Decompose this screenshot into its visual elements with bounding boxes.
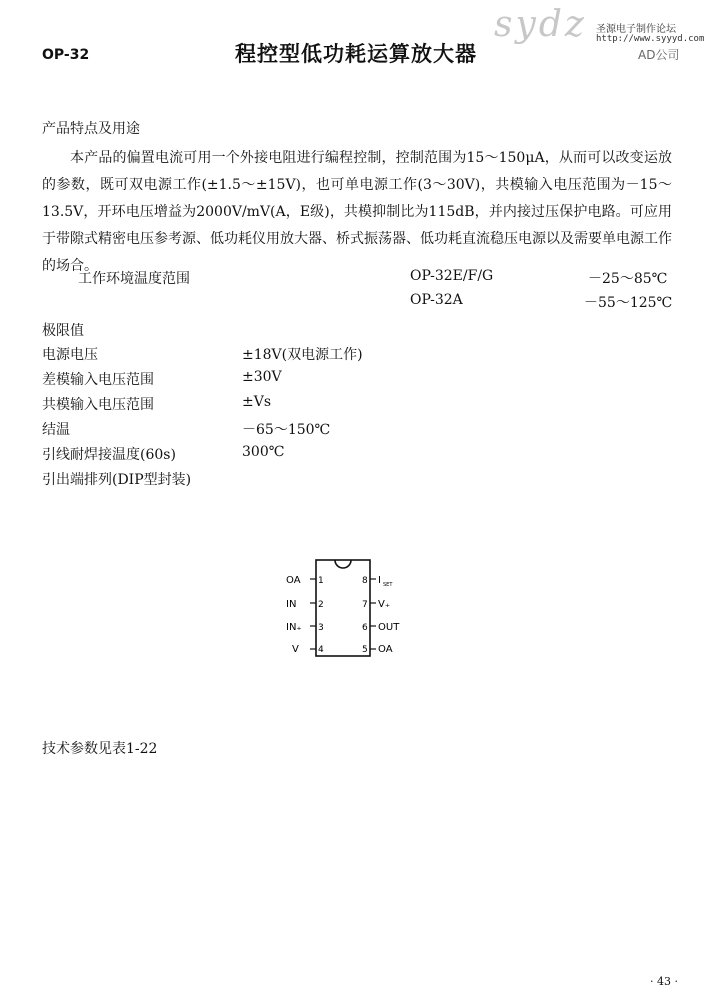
- limit-label-cm-input: 共模输入电压范围: [42, 397, 154, 413]
- temperature-range-1: －25～85℃: [588, 271, 668, 287]
- tech-params-reference: 技术参数见表1-22: [42, 741, 158, 757]
- temperature-label: 工作环境温度范围: [78, 271, 190, 287]
- watermark-company: AD公司: [638, 48, 680, 62]
- pin-num-4: 4: [318, 645, 324, 655]
- temperature-model-1: OP-32E/F/G: [410, 268, 494, 284]
- watermark-logo: sydz: [494, 4, 587, 45]
- watermark-url: http://www.syyyd.com: [596, 34, 705, 44]
- pin-name-1: OA: [286, 575, 301, 586]
- limit-label-supply: 电源电压: [42, 347, 98, 363]
- page-title: 程控型低功耗运算放大器: [235, 42, 477, 66]
- limit-value-junction: －65～150℃: [242, 422, 331, 438]
- limit-value-supply: ±18V(双电源工作): [242, 347, 363, 363]
- part-number: OP-32: [42, 47, 90, 63]
- pin-name-8-sub: SET: [383, 582, 393, 588]
- pin1-notch: [335, 560, 351, 568]
- pin-num-3: 3: [318, 623, 324, 633]
- temperature-model-2: OP-32A: [410, 292, 463, 308]
- watermark: [488, 4, 705, 62]
- pin-num-7: 7: [362, 600, 368, 610]
- pinout-heading: 引出端排列(DIP型封装): [42, 472, 192, 488]
- pin-num-1: 1: [318, 576, 324, 586]
- pin-name-7: V₊: [378, 599, 391, 610]
- limits-heading: 极限值: [42, 323, 84, 339]
- dip-pinout-diagram: [280, 552, 430, 662]
- pin-name-3: IN₊: [286, 622, 302, 633]
- page-number: · 43 ·: [650, 975, 678, 988]
- temperature-range-2: －55～125℃: [584, 295, 673, 311]
- features-paragraph: 本产品的偏置电流可用一个外接电阻进行编程控制，控制范围为15～150μA，从而可以改变运放的参数，既可双电源工作(±1.5～±15V)，也可单电源工作(3～30V)，共模输入电压范围为－15～13.5V，开环电压增益为2000V/mV(A，E级)，共模抑制比为115dB，并内接过压保护电路。可应用于带隙式精密电压参考源、低功耗仪用放大器、桥式振荡器、低功耗直流稳压电源以及需要单电源工作的场合。: [42, 150, 672, 274]
- limit-value-solder: 300℃: [242, 444, 285, 460]
- features-heading: 产品特点及用途: [42, 121, 140, 137]
- pin-name-5: OA: [378, 644, 393, 655]
- pin-num-5: 5: [362, 645, 368, 655]
- pin-name-4: V: [292, 644, 299, 655]
- limit-value-diff-input: ±30V: [242, 369, 282, 385]
- watermark-forum: 圣源电子制作论坛: [596, 24, 676, 35]
- limit-value-cm-input: ±Vs: [242, 394, 272, 410]
- pin-num-6: 6: [362, 623, 368, 633]
- limit-label-junction: 结温: [42, 422, 70, 438]
- limit-label-diff-input: 差模输入电压范围: [42, 372, 154, 388]
- pin-num-2: 2: [318, 600, 324, 610]
- pin-name-8: I: [378, 575, 381, 586]
- pin-num-8: 8: [362, 576, 368, 586]
- pin-name-6: OUT: [378, 622, 400, 633]
- limit-label-solder: 引线耐焊接温度(60s): [42, 447, 176, 463]
- pin-name-2: IN: [286, 599, 297, 610]
